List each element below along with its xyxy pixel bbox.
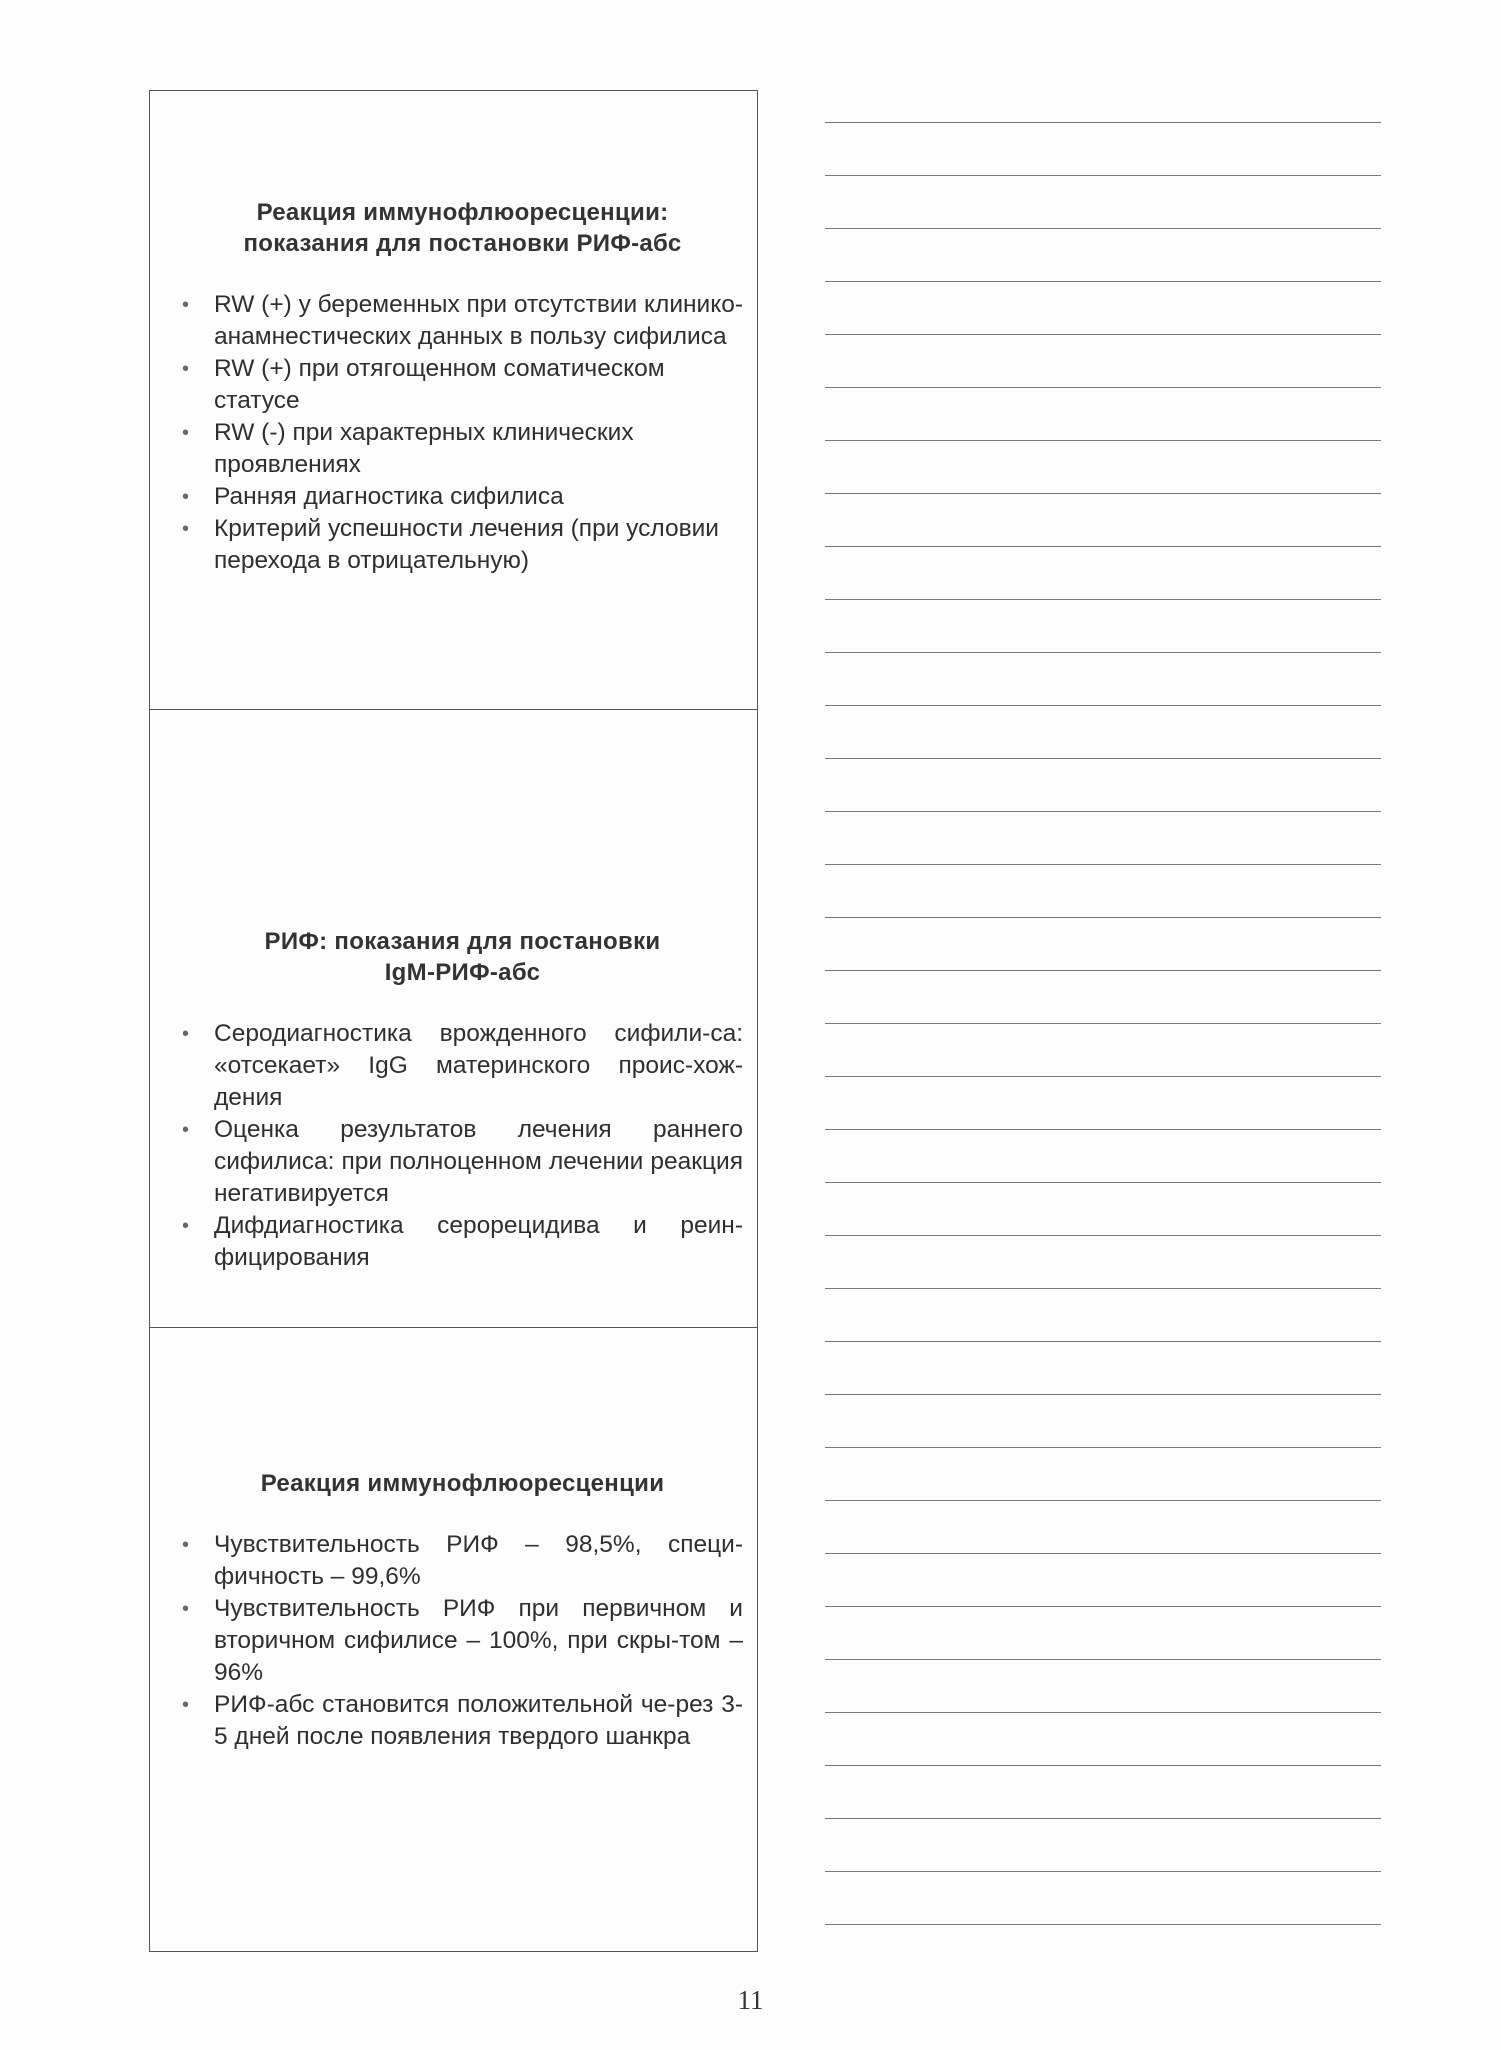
note-line [825, 1236, 1381, 1289]
slide-title-line: Реакция иммунофлюоресценции: [256, 199, 669, 226]
bullet-list [182, 1529, 743, 1753]
note-line [825, 1130, 1381, 1183]
note-line [825, 1660, 1381, 1713]
bullet-item: • RW (+) при отягощенном соматическом статусе [182, 353, 743, 417]
bullet-item: • Ранняя диагностика сифилиса [182, 481, 743, 513]
note-line [825, 1872, 1381, 1925]
note-line [825, 706, 1381, 759]
note-line [825, 335, 1381, 388]
slide-title [182, 197, 743, 259]
note-line [825, 1395, 1381, 1448]
notes-lines-area [825, 122, 1381, 1925]
bullet-item: • РИФ-абс становится положительной че-рез 3-5 дней после появления твердого шанкра [182, 1689, 743, 1753]
bullet-list [182, 1018, 743, 1274]
slide-title [182, 926, 743, 988]
bullet-item: • Чувствительность РИФ – 98,5%, специ-фичность – 99,6% [182, 1529, 743, 1593]
note-line [825, 547, 1381, 600]
bullet-item: • Оценка результатов лечения раннего сифилиса: при полноценном лечении реакция негативируется [182, 1114, 743, 1210]
note-line [825, 123, 1381, 176]
note-line [825, 229, 1381, 282]
slide-title [182, 1468, 743, 1499]
bullet-item: • Дифдиагностика серорецидива и реин-фицирования [182, 1210, 743, 1274]
slide-rif-abs-indications [150, 91, 757, 709]
note-line [825, 282, 1381, 335]
slide-rif-sensitivity [150, 1327, 757, 1953]
note-line [825, 918, 1381, 971]
note-line [825, 441, 1381, 494]
note-line [825, 1289, 1381, 1342]
note-line [825, 1183, 1381, 1236]
note-line [825, 1766, 1381, 1819]
note-line [825, 759, 1381, 812]
note-line [825, 1024, 1381, 1077]
bullet-list [182, 289, 743, 577]
bullet-item: • Серодиагностика врожденного сифили-са: «отсекает» IgG материнского проис-хож-дения [182, 1018, 743, 1114]
slide-title-line: РИФ: показания для постановки [264, 928, 661, 955]
note-line [825, 494, 1381, 547]
note-line [825, 1077, 1381, 1130]
note-line [825, 1554, 1381, 1607]
bullet-item: • RW (-) при характерных клинических проявлениях [182, 417, 743, 481]
note-line [825, 971, 1381, 1024]
bullet-item: • RW (+) у беременных при отсутствии клинико-анамнестических данных в пользу сифилиса [182, 289, 743, 353]
slide-title-line: показания для постановки РИФ-абс [243, 230, 682, 257]
note-line [825, 1607, 1381, 1660]
slide-igm-rif-abs-indications [150, 709, 757, 1327]
note-line [825, 600, 1381, 653]
note-line [825, 176, 1381, 229]
note-line [825, 1448, 1381, 1501]
note-line [825, 1501, 1381, 1554]
note-line [825, 1342, 1381, 1395]
slides-column [149, 90, 758, 1952]
note-line [825, 1713, 1381, 1766]
note-line [825, 653, 1381, 706]
note-line [825, 812, 1381, 865]
note-line [825, 1819, 1381, 1872]
note-line [825, 388, 1381, 441]
bullet-item: • Критерий успешности лечения (при условии перехода в отрицательную) [182, 513, 743, 577]
note-line [825, 865, 1381, 918]
page-number: 11 [737, 1985, 764, 2015]
slide-title-line: IgM-РИФ-абс [384, 959, 541, 986]
bullet-item: • Чувствительность РИФ при первичном и вторичном сифилисе – 100%, при скры-том – 96% [182, 1593, 743, 1689]
slide-title-line: Реакция иммунофлюоресценции [260, 1470, 665, 1497]
